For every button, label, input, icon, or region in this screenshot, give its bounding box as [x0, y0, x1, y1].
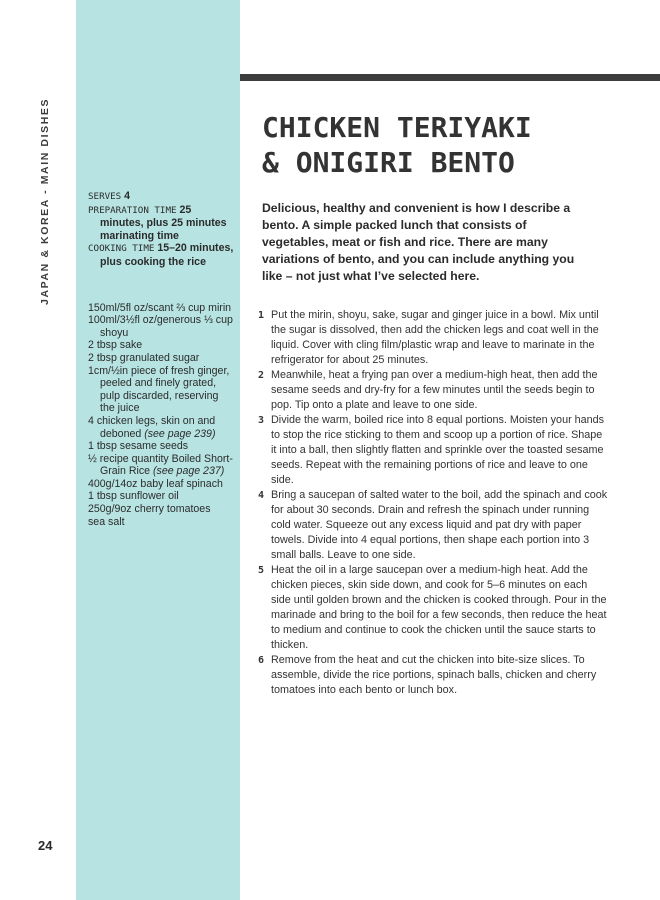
step-text: Heat the oil in a large saucepan over a medium-high heat. Add the chicken pieces, skin side down, and cook for 5–6 minutes on each side until golden brown and the chicken is cooked through. Pour in the marinade and bring to the boil for a few seconds, then reduce the heat to medium and continue to cook the chicken until the sauce starts to thicken.	[271, 564, 607, 651]
sidebar-content	[88, 190, 236, 528]
cook-time-value: 15–20 minutes, plus cooking the rice	[100, 242, 234, 268]
ingredient-item: 250g/9oz cherry tomatoes	[88, 503, 211, 516]
page-reference: (see page 237)	[153, 465, 225, 478]
page-number: 24	[38, 838, 53, 853]
method-step	[258, 308, 608, 368]
prep-time-row	[88, 204, 236, 243]
ingredient-item: 1 tbsp sunflower oil	[88, 490, 179, 503]
prep-time-value: 25 minutes, plus 25 minutes marinating time	[100, 203, 227, 242]
method-step	[258, 368, 608, 413]
step-number: 4	[258, 490, 265, 501]
step-text: Put the mirin, shoyu, sake, sugar and ginger juice in a bowl. Mix until the sugar is dissolved, then add the chicken legs and coat well in the liquid. Cover with cling film/plastic wrap and leave to marinate in the refrigerator for about 25 minutes.	[271, 309, 599, 366]
step-number: 6	[258, 655, 265, 666]
page-reference: (see page 239)	[144, 427, 216, 440]
step-number: 5	[258, 565, 265, 576]
ingredient-item: sea salt	[88, 515, 125, 528]
ingredients-sidebar	[76, 0, 240, 900]
recipe-title	[262, 110, 632, 180]
title-line: CHICKEN TERIYAKI	[262, 111, 532, 144]
header-bar	[240, 74, 660, 81]
section-label: JAPAN & KOREA - MAIN DISHES	[39, 97, 51, 305]
ingredient-item	[88, 415, 236, 440]
method-step	[258, 488, 608, 563]
step-text: Remove from the heat and cut the chicken into bite-size slices. To assemble, divide the rice portions, spinach balls, chicken and cherry tomatoes into each bento or lunch box.	[271, 654, 597, 696]
cook-time-label: COOKING TIME	[88, 243, 155, 255]
title-line: & ONIGIRI BENTO	[262, 146, 515, 179]
ingredient-item: 2 tbsp granulated sugar	[88, 351, 200, 364]
ingredient-item: 100ml/3½fl oz/generous ⅓ cup shoyu	[88, 314, 233, 339]
step-text: Divide the warm, boiled rice into 8 equal portions. Moisten your hands to stop the rice sticking to them and scoop up a portion of rice. Shape it into a ball, then slightly flatten and sprinkle over the toasted sesame seeds. Repeat with the remaining portions of rice and leave to one side.	[271, 414, 605, 486]
serves-label: SERVES	[88, 191, 122, 202]
step-number: 3	[258, 415, 265, 426]
serves-value: 4	[124, 190, 131, 202]
step-text: Meanwhile, heat a frying pan over a medium-high heat, then add the sesame seeds and dry-fry for a few minutes until the seeds begin to pop. Tip onto a plate and leave to one side.	[271, 369, 598, 411]
serves-row	[88, 190, 236, 204]
step-number: 2	[258, 370, 265, 381]
cook-time-row	[88, 242, 236, 268]
method-step	[258, 653, 608, 698]
ingredient-item: 1 tbsp sesame seeds	[88, 440, 189, 453]
ingredient-text: 4 chicken legs, skin on and deboned	[88, 414, 216, 440]
ingredient-item	[88, 453, 236, 478]
recipe-meta	[88, 190, 236, 269]
step-text: Bring a saucepan of salted water to the boil, add the spinach and cook for about 30 seconds. Drain and refresh the spinach under running cold water. Squeeze out any excess liquid and pat dry with paper towels. Divide into 4 equal portions, then shape each portion into 3 small balls. Leave to one side.	[271, 489, 608, 561]
step-number: 1	[258, 310, 265, 321]
ingredient-item: 150ml/5fl oz/scant ⅔ cup mirin	[88, 301, 232, 314]
ingredients-list	[88, 302, 236, 529]
ingredient-text: ½ recipe quantity Boiled Short-Grain Rice	[88, 452, 233, 478]
method-step	[258, 563, 608, 653]
method-steps	[258, 308, 608, 698]
ingredient-item: 400g/14oz baby leaf spinach	[88, 477, 223, 490]
prep-time-label: PREPARATION TIME	[88, 204, 177, 216]
ingredient-item: 2 tbsp sake	[88, 339, 143, 352]
method-step	[258, 413, 608, 488]
ingredient-item: 1cm/½in piece of fresh ginger, peeled and finely grated, pulp discarded, reserving the juice	[88, 364, 230, 415]
recipe-intro: Delicious, healthy and convenient is how I describe a bento. A simple packed lunch that consists of vegetables, meat or fish and rice. There are many variations of bento, and you can include anything you like – not just what I’ve selected here.	[262, 201, 575, 283]
